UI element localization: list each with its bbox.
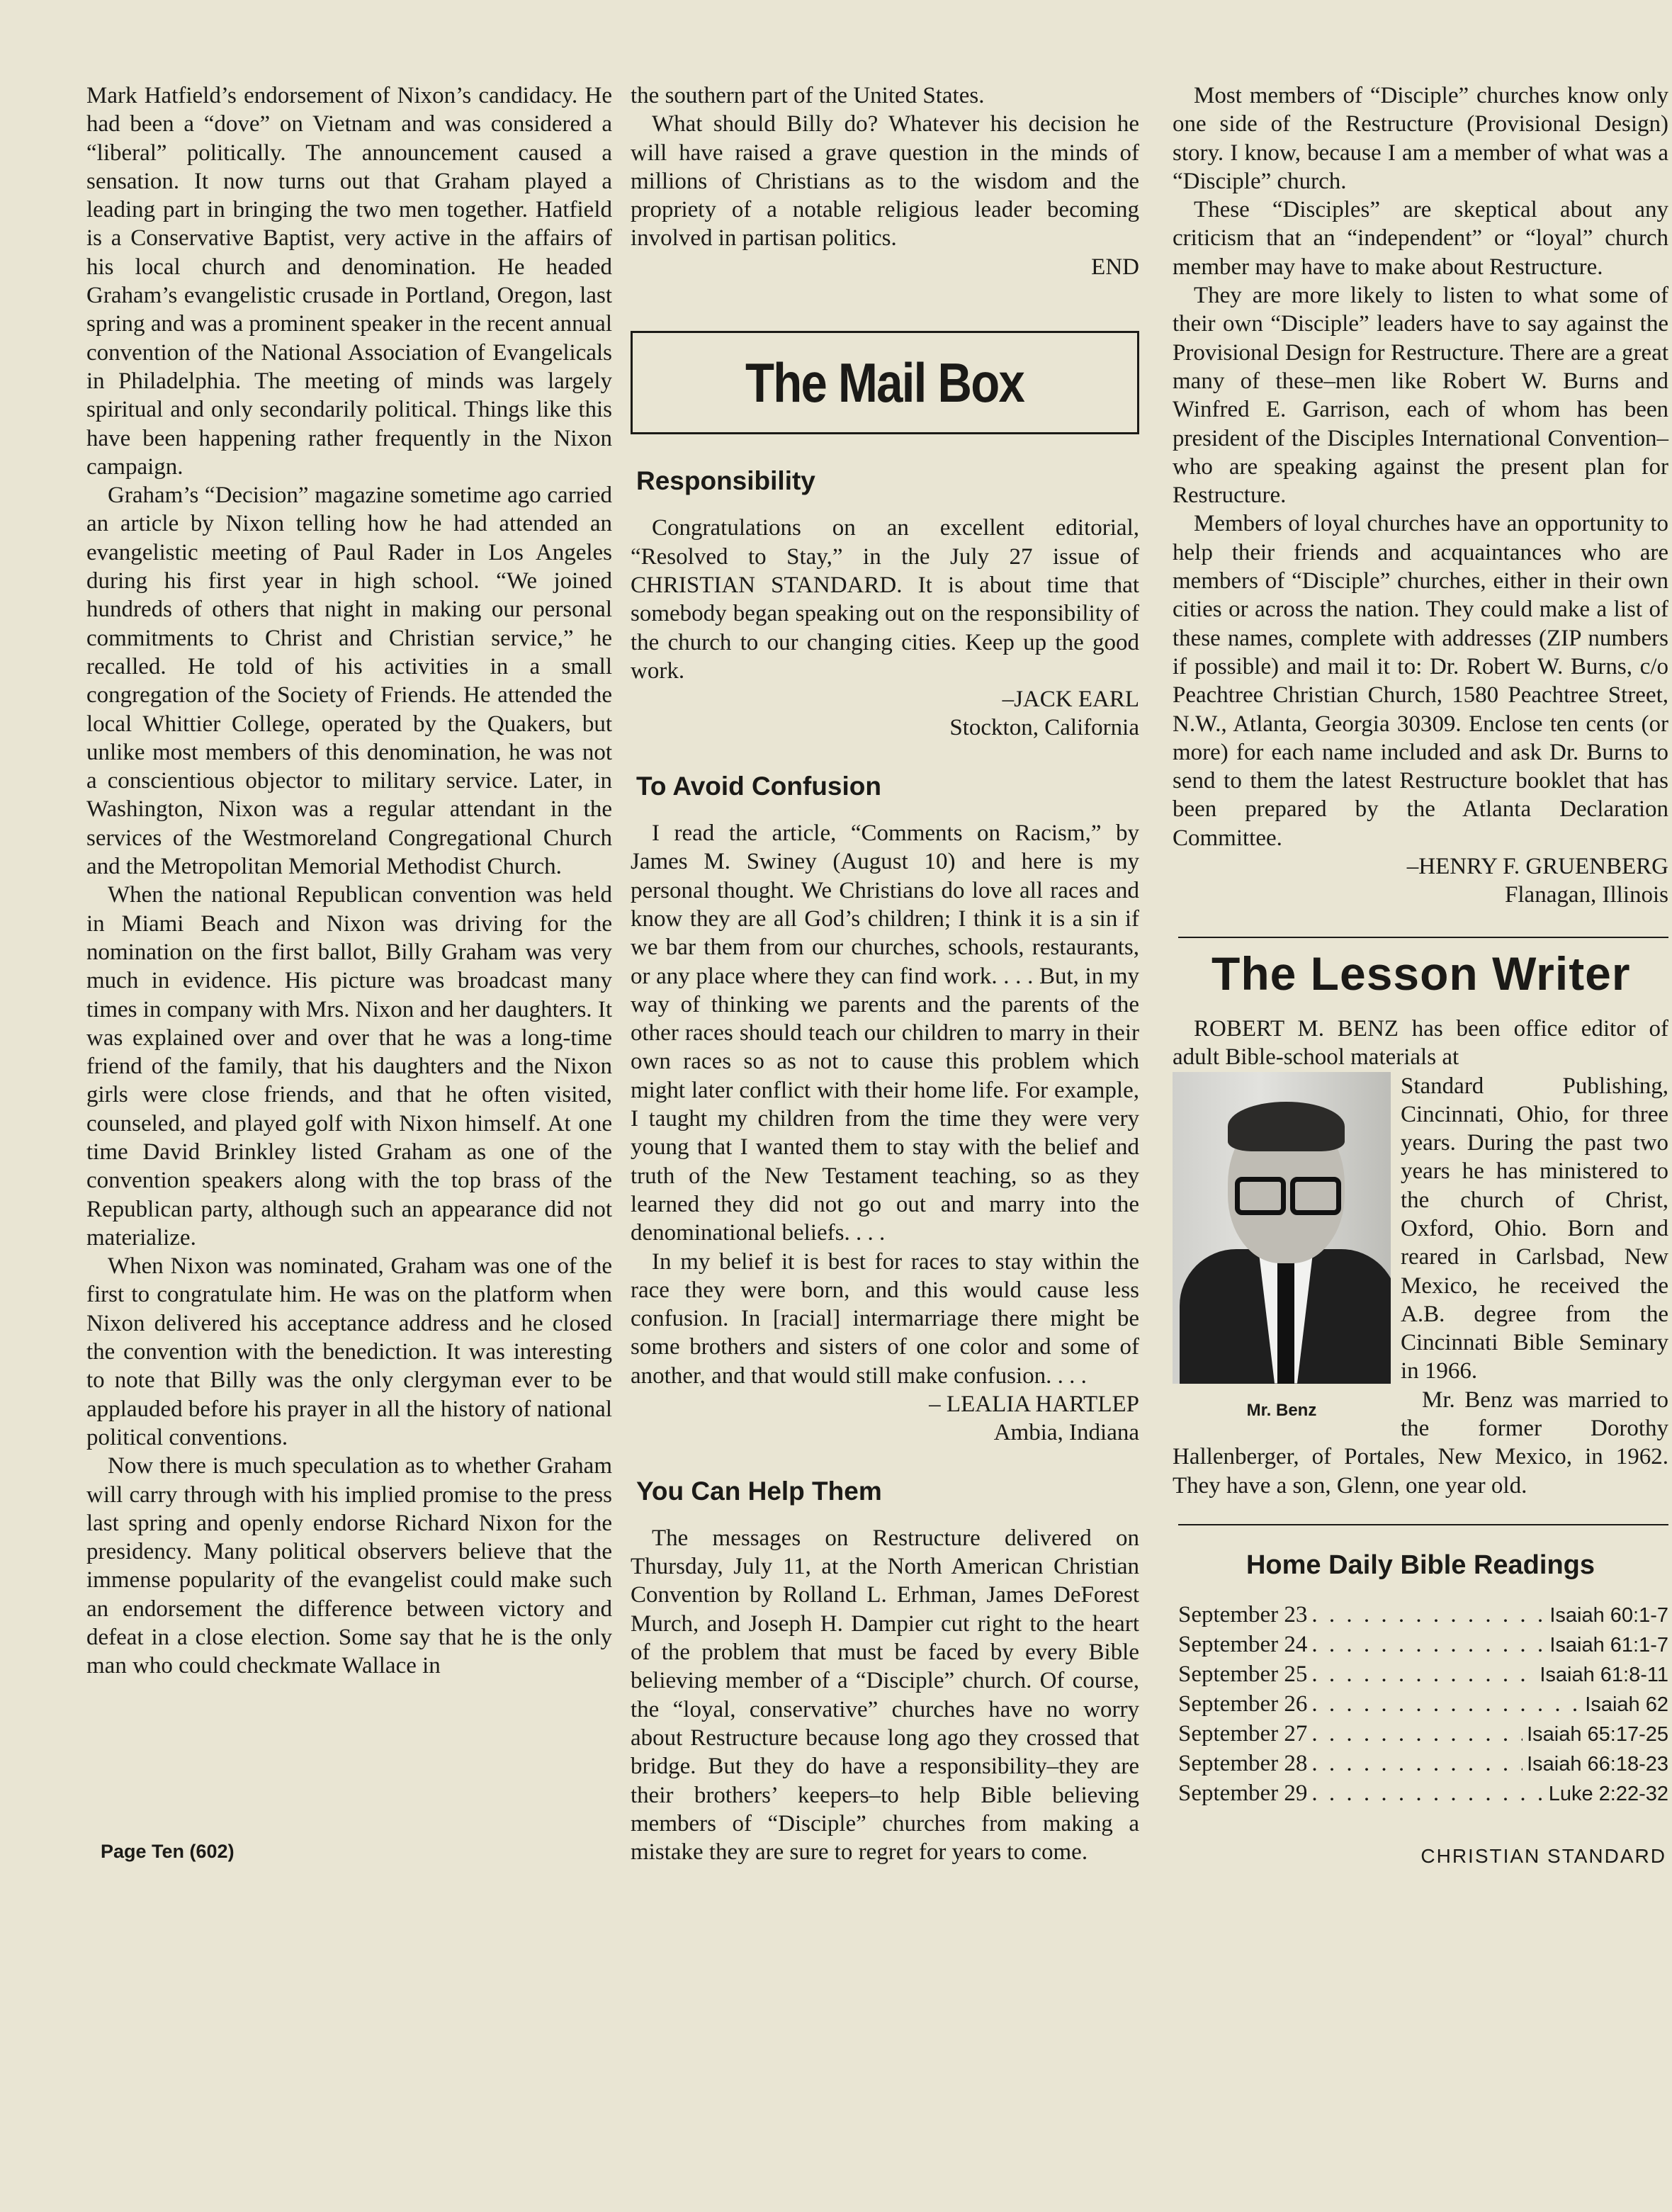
letter-location: Ambia, Indiana [993,1420,1139,1446]
letter-paragraph: They are more likely to listen to what some of their own “Disciple” leaders have to say against the Provisional Design for Restructure. There are a great many of these–men like Robert W. Burns and Winfred E. Garrison, each of whom has been president of the Disciples International Convention–who are speaking against the present plan for Restructure. [1173,283,1668,509]
article-paragraph: Now there is much speculation as to whether Graham will carry through with his implied promise to the press last spring and openly endorse Richard Nixon for the presidency. Many political observers believe that the immense popularity of the evangelist could make such an endorsement the difference between victory and defeat in a close election. Some say that he is the only man who could checkmate Wallace in [86,1453,612,1679]
author-photo [1173,1072,1391,1384]
column-article [86,81,612,1681]
publication-name: CHRISTIAN STANDARD [1420,1845,1666,1867]
mailbox-header [631,331,1139,434]
letter-paragraph: I read the article, “Comments on Racism,” by James M. Swiney (August 10) and here is my personal thought. We Christians do love all races and know they are all God’s children; I think it is a sin if we bar them from our churches, schools, restaurants, or any place where they can find work. . . . But, in my way of thinking we parents and the parents of the other races should teach our children to marry in their own races so as not to cause this problem which might later conflict with their home life. For example, I taught my children from the time they were very young that I wanted them to stay with the belief and truth of the New Testament teaching, so as they learned they did not go out and marry into the denominational beliefs. . . . [631,820,1139,1246]
article-paragraph: the southern part of the United States. [631,83,985,108]
letter-paragraph: Members of loyal churches have an opportunity to help their friends and acquaintances who are members of “Disciple” churches, either in their own cities or across the nation. They could make a list of these names, complete with addresses (ZIP numbers if possible) and mail it to: Dr. Robert W. Burns, c/o Peachtree Christian Church, 1580 Peachtree Street, N.W., Atlanta, Georgia 30309. Enclose ten cents (or more) for each name included and ask Dr. Burns to send to them the latest Restructure booklet that has been prepared by the Atlanta Declaration Committee. [1173,511,1668,851]
list-item: September 24 . . . Isaiah 61:1-7 [1178,1630,1668,1660]
photo-caption: Mr. Benz [1246,1400,1317,1420]
mailbox-title: The Mail Box [745,351,1024,414]
list-item: September 23 . . . Isaiah 60:1-7 [1178,1601,1668,1630]
list-item: September 25 . . . Isaiah 61:8-11 [1178,1660,1668,1690]
lesson-writer-body [1173,1072,1668,1500]
list-item: September 28 . . . Isaiah 66:18-23 [1178,1749,1668,1779]
end-mark: END [1091,254,1139,280]
divider [1178,1524,1668,1525]
letter-paragraph: Congratulations on an excellent editorial, “Resolved to Stay,” in the July 27 issue of CHRISTIAN STANDARD. It is about time that somebody began speaking out on the responsibility of the church to our changing cities. Keep up the good work. [631,515,1139,684]
lesson-writer-paragraph: Mr. Benz was married to the former Dorothy Hallenberger, of Portales, New Mexico, in 1962. They have a son, Glenn, one year old. [1173,1387,1668,1499]
letter-signature: – LEALIA HARTLEP [929,1391,1139,1417]
letter-paragraph: These “Disciples” are skeptical about any criticism that an “independent” or “loyal” church member may have to make about Restructure. [1173,197,1668,280]
letter-paragraph: The messages on Restructure delivered on Thursday, July 11, at the North American Christian Convention by Rolland L. Erhman, James DeForest Murch, and Joseph H. Dampier cut right to the heart of the problem that must be faced by every Bible believing member of a “Disciple” church. Of course, the “loyal, conservative” churches have no worry about Restructure because long ago they crossed that bridge. But they do have a responsibility–they are their brothers’ keepers–to help Bible believing members of “Disciple” churches from making a mistake they are sure to regret for years to come. [631,1525,1139,1866]
article-paragraph: What should Billy do? Whatever his decision he will have raised a grave question in the minds of millions of Christians as to the wisdom and the propriety of a notable religious leader becoming involved in partisan politics. [631,111,1139,252]
page-number: Page Ten (602) [101,1841,235,1862]
article-paragraph: When Nixon was nominated, Graham was one of the first to congratulate him. He was on the platform when Nixon delivered his acceptance address and he closed the convention with the benediction. It was interesting to note that Billy was the only clergyman ever to be applauded before his prayer in all the history of national political conventions. [86,1253,612,1450]
letter-location: Flanagan, Illinois [1505,882,1668,908]
letter-signature: –JACK EARL [1002,687,1139,713]
article-paragraph: Mark Hatfield’s endorsement of Nixon’s candidacy. He had been a “dove” on Vietnam and was considered a “liberal” politically. The announcement caused a sensation. It now turns out that Graham played a leading part in bringing the two men together. Hatfield is a Conservative Baptist, very active in the affairs of his local church and denomination. He headed Graham’s evangelistic crusade in Portland, Oregon, last spring and was a prominent speaker in the recent annual convention of the National Association of Evangelicals in Philadelphia. The meeting of minds was largely spiritual and only secondarily political. Things like this have been happening rather frequently in the Nixon campaign. [86,83,612,480]
letter-location: Stockton, California [949,715,1139,741]
list-item: September 26 . . . Isaiah 62 [1178,1690,1668,1720]
list-item: September 29 . . . Luke 2:22-32 [1178,1779,1668,1809]
readings-title: Home Daily Bible Readings [1245,1550,1595,1580]
readings-list [1173,1601,1668,1809]
letter-heading: Responsibility [636,466,815,496]
lesson-writer-lead: ROBERT M. BENZ has been office editor of adult Bible-school materials at [1173,1015,1668,1071]
divider [1178,937,1668,938]
letter-paragraph: In my belief it is best for races to stay within the race they were born, and this would cause less confusion. In [racial] intermarriage there might be some brothers and sisters of one color and some of another, and that would still make confusion. . . . [631,1248,1139,1389]
letter-paragraph: Most members of “Disciple” churches know only one side of the Restructure (Provisional Design) story. I know, because I am a member of what was a “Disciple” church. [1173,83,1668,194]
lesson-writer-paragraph: Standard Publishing, Cincinnati, Ohio, for three years. During the past two years he has ministered to the church of Christ, Oxford, Ohio. Born and reared in Carlsbad, New Mexico, he received the A.B. degree from the Cincinnati Bible Seminary in 1966. [1401,1073,1668,1384]
letter-signature: –HENRY F. GRUENBERG [1406,854,1668,880]
list-item: September 27 . . . Isaiah 65:17-25 [1178,1720,1668,1749]
photo-block [1173,1072,1391,1425]
lesson-writer-title: The Lesson Writer [1211,947,1631,1000]
column-mailbox [631,81,1139,1866]
letter-heading: To Avoid Confusion [636,771,881,801]
article-paragraph: Graham’s “Decision” magazine sometime ago carried an article by Nixon telling how he had attended an evangelistic meeting of Paul Rader in Los Angeles during his first year in high school. “We joined hundreds of others that night in making our personal commitments to Christ and Christian service,” he recalled. He told of his activities in a small congregation of the Society of Friends. He attended the local Whittier College, operated by the Quakers, but unlike most members of this denomination, he was not a conscientious objector to military service. Later, in Washington, Nixon was a regular attendant in the services of the Westmoreland Congregational Church and the Metropolitan Memorial Methodist Church. [86,483,612,880]
column-right [1173,81,1668,1809]
letter-heading: You Can Help Them [636,1476,882,1506]
article-paragraph: When the national Republican convention was held in Miami Beach and Nixon was driving for the nomination on the first ballot, Billy Graham was very much in evidence. His picture was broadcast many times in company with Mrs. Nixon and her daughters. It was explained over and over that he was a long-time friend of the family, that his daughters and the Nixon girls were close friends, and that he often visited, counseled, and played golf with Nixon himself. At one time David Brinkley listed Graham as one of the convention speakers along with the top brass of the Republican party, although such an appearance did not materialize. [86,882,612,1251]
